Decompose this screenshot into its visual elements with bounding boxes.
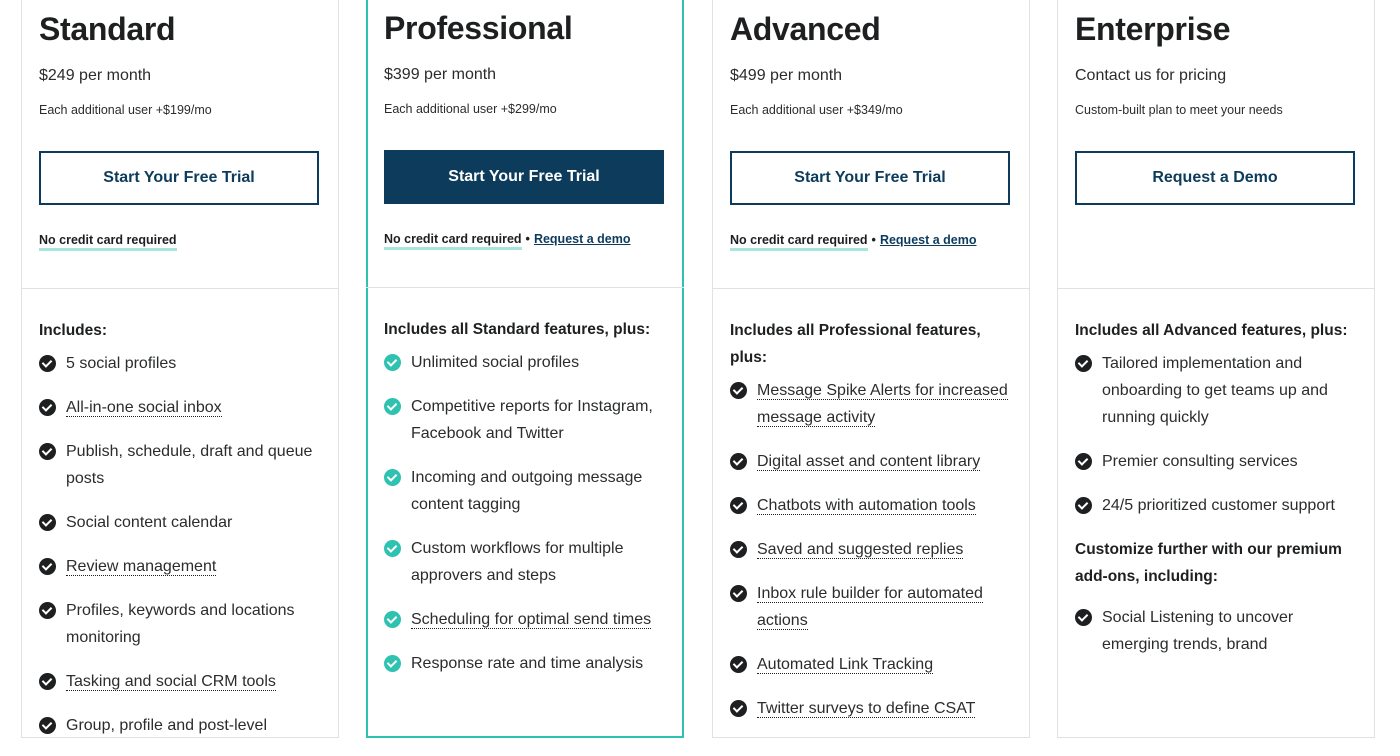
features-intro: Includes all Professional features, plus: <box>730 322 981 366</box>
feature-text-tooltip[interactable]: Message Spike Alerts for increased message activity <box>757 382 1008 426</box>
no-credit-card-note: No credit card required <box>384 232 522 250</box>
feature-text: Tailored implementation and onboarding to get teams up and running quickly <box>1102 355 1328 426</box>
check-circle-icon <box>39 673 56 690</box>
check-circle-icon <box>384 655 401 672</box>
card-divider <box>712 288 1030 289</box>
features-section <box>39 317 324 756</box>
feature-item[interactable] <box>39 553 324 580</box>
plan-title: Advanced <box>730 11 881 47</box>
check-circle-icon <box>1075 355 1092 372</box>
additional-user-price: Each additional user +$349/mo <box>730 103 903 117</box>
features-section <box>730 317 1015 739</box>
feature-item <box>384 650 669 677</box>
feature-text: Incoming and outgoing message content tagging <box>411 469 643 513</box>
feature-item[interactable] <box>730 492 1015 519</box>
check-circle-icon <box>384 540 401 557</box>
feature-text-tooltip[interactable]: Automated Link Tracking <box>757 656 934 673</box>
feature-text-tooltip[interactable]: Digital asset and content library <box>757 453 981 470</box>
plan-price: $399 per month <box>384 66 497 83</box>
check-circle-icon <box>39 443 56 460</box>
check-circle-icon <box>1075 497 1092 514</box>
check-circle-icon <box>730 656 747 673</box>
request-demo-link[interactable]: Request a demo <box>879 233 977 247</box>
plan-price: $499 per month <box>730 67 843 84</box>
feature-item <box>384 535 669 589</box>
separator-dot: • <box>525 232 530 246</box>
feature-text: Publish, schedule, draft and queue posts <box>66 443 313 487</box>
check-circle-icon <box>384 398 401 415</box>
feature-list <box>1075 350 1360 519</box>
feature-item <box>1075 448 1360 475</box>
features-section <box>384 316 669 694</box>
trial-note <box>384 232 631 246</box>
feature-text: 24/5 prioritized customer support <box>1102 497 1335 514</box>
plan-card-enterprise <box>1057 0 1375 738</box>
check-circle-icon <box>39 602 56 619</box>
feature-item <box>39 509 324 536</box>
feature-item <box>1075 350 1360 431</box>
plan-price: Contact us for pricing <box>1075 67 1227 84</box>
feature-item[interactable] <box>39 668 324 695</box>
plan-title: Standard <box>39 11 176 47</box>
features-intro: Includes: <box>39 322 108 339</box>
feature-item <box>39 712 324 739</box>
feature-text: Premier consulting services <box>1102 453 1298 470</box>
plan-description: Custom-built plan to meet your needs <box>1075 103 1283 117</box>
feature-item[interactable] <box>39 394 324 421</box>
features-section <box>1075 317 1360 675</box>
feature-text-tooltip[interactable]: Tasking and social CRM tools <box>66 673 276 690</box>
feature-text: Custom workflows for multiple approvers and steps <box>411 540 624 584</box>
feature-text: Profiles, keywords and locations monitoring <box>66 602 295 646</box>
check-circle-icon <box>39 717 56 734</box>
feature-item[interactable] <box>384 606 669 633</box>
plan-price: $249 per month <box>39 67 152 84</box>
feature-text: 5 social profiles <box>66 355 177 372</box>
no-credit-card-note: No credit card required <box>39 233 177 251</box>
additional-user-price: Each additional user +$199/mo <box>39 103 212 117</box>
feature-list <box>730 377 1015 722</box>
feature-item <box>384 349 669 376</box>
features-intro: Includes all Standard features, plus: <box>384 321 651 338</box>
start-free-trial-button[interactable]: Start Your Free Trial <box>39 151 319 205</box>
plan-title: Enterprise <box>1075 11 1231 47</box>
feature-text-tooltip[interactable]: Chatbots with automation tools <box>757 497 976 514</box>
feature-item[interactable] <box>730 536 1015 563</box>
feature-item <box>1075 492 1360 519</box>
check-circle-icon <box>730 497 747 514</box>
addon-text: Social Listening to uncover emerging trends, brand <box>1102 609 1294 653</box>
feature-item <box>39 597 324 651</box>
plan-card-advanced <box>712 0 1030 738</box>
feature-item <box>39 438 324 492</box>
feature-text: Social content calendar <box>66 514 233 531</box>
card-divider <box>1057 288 1375 289</box>
check-circle-icon <box>730 585 747 602</box>
no-credit-card-note: No credit card required <box>730 233 868 251</box>
check-circle-icon <box>39 558 56 575</box>
feature-item[interactable] <box>730 580 1015 634</box>
check-circle-icon <box>730 541 747 558</box>
addons-intro: Customize further with our premium add-ons, including: <box>1075 541 1342 585</box>
feature-list <box>39 350 324 739</box>
feature-text-tooltip[interactable]: Saved and suggested replies <box>757 541 964 558</box>
feature-item <box>384 393 669 447</box>
check-circle-icon <box>39 399 56 416</box>
features-intro: Includes all Advanced features, plus: <box>1075 322 1348 339</box>
feature-text-tooltip[interactable]: All-in-one social inbox <box>66 399 222 416</box>
request-demo-button[interactable]: Request a Demo <box>1075 151 1355 205</box>
plan-card-standard <box>21 0 339 738</box>
feature-item[interactable] <box>730 695 1015 722</box>
feature-text: Group, profile and post-level <box>66 717 267 734</box>
trial-note <box>730 233 977 247</box>
feature-text: Competitive reports for Instagram, Facebook and Twitter <box>411 398 653 442</box>
trial-note <box>39 233 177 247</box>
plan-card-professional <box>366 0 684 738</box>
addon-list <box>1075 604 1360 658</box>
check-circle-icon <box>384 354 401 371</box>
feature-item <box>39 350 324 377</box>
plan-title: Professional <box>384 10 573 46</box>
additional-user-price: Each additional user +$299/mo <box>384 102 557 116</box>
feature-text: Response rate and time analysis <box>411 655 644 672</box>
feature-text-tooltip[interactable]: Scheduling for optimal send times <box>411 611 652 628</box>
feature-text-tooltip[interactable]: Review management <box>66 558 217 575</box>
check-circle-icon <box>39 355 56 372</box>
check-circle-icon <box>384 611 401 628</box>
feature-text: Unlimited social profiles <box>411 354 580 371</box>
check-circle-icon <box>730 382 747 399</box>
start-free-trial-button[interactable]: Start Your Free Trial <box>730 151 1010 205</box>
separator-dot: • <box>871 233 876 247</box>
feature-item[interactable] <box>730 448 1015 475</box>
check-circle-icon <box>730 700 747 717</box>
check-circle-icon <box>1075 609 1092 626</box>
start-free-trial-button[interactable]: Start Your Free Trial <box>384 150 664 204</box>
check-circle-icon <box>1075 453 1092 470</box>
check-circle-icon <box>384 469 401 486</box>
check-circle-icon <box>39 514 56 531</box>
card-divider <box>366 287 684 288</box>
feature-item <box>384 464 669 518</box>
addon-item <box>1075 604 1360 658</box>
feature-list <box>384 349 669 677</box>
card-divider <box>21 288 339 289</box>
request-demo-link[interactable]: Request a demo <box>533 232 631 246</box>
feature-text-tooltip[interactable]: Twitter surveys to define CSAT <box>757 700 976 717</box>
feature-item[interactable] <box>730 377 1015 431</box>
feature-text-tooltip[interactable]: Inbox rule builder for automated actions <box>757 585 983 629</box>
check-circle-icon <box>730 453 747 470</box>
feature-item[interactable] <box>730 651 1015 678</box>
